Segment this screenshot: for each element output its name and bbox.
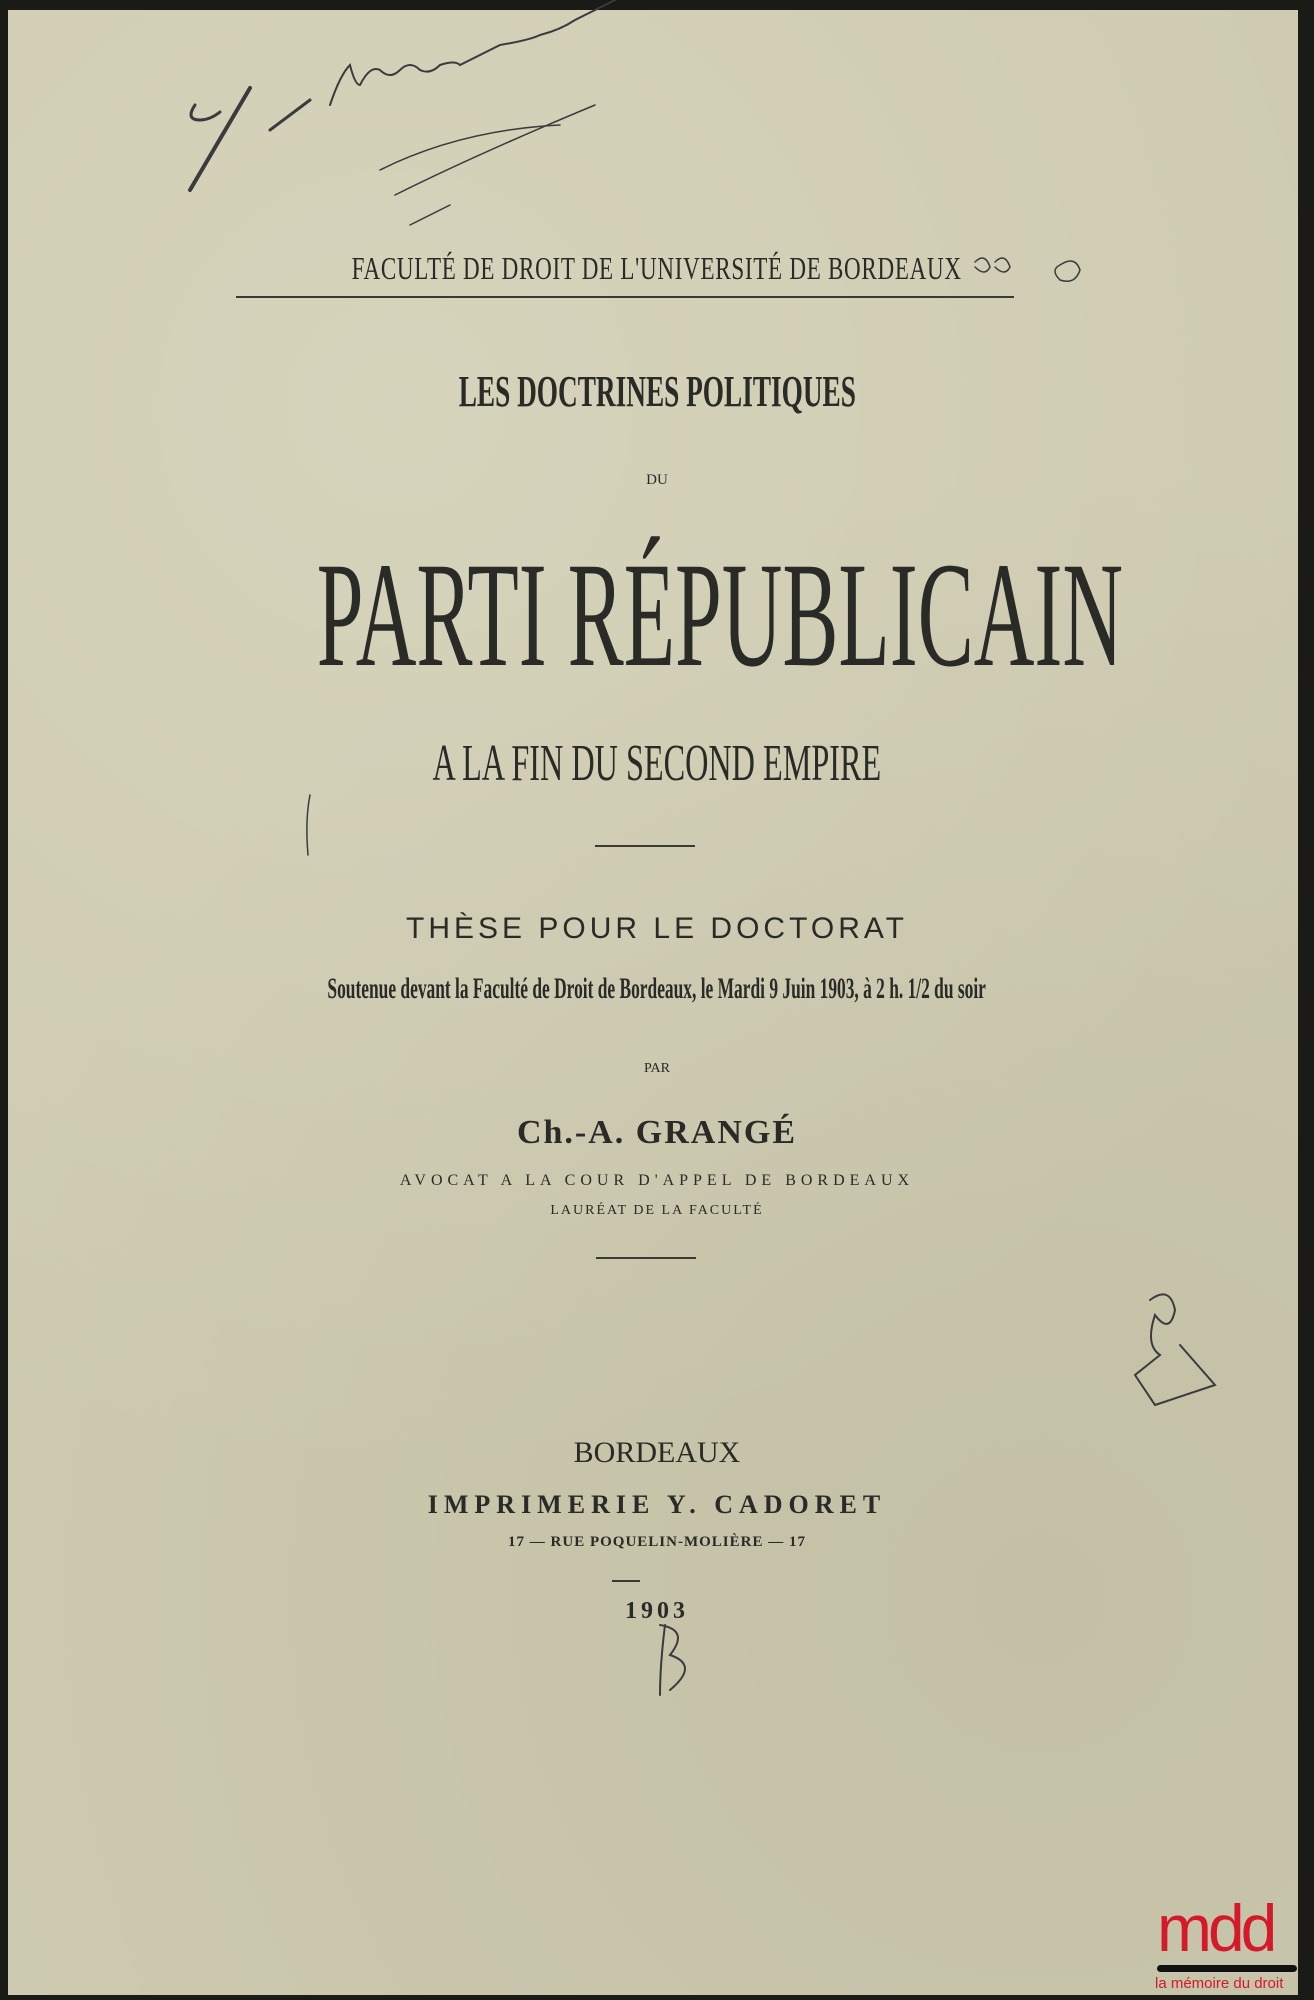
title-line1-text: LES DOCTRINES POLITIQUES [458,367,856,416]
defense-line [0,972,1314,1006]
subtitle [0,734,1314,793]
imprint-address-text: 17 — RUE POQUELIN-MOLIÈRE — 17 [508,1534,806,1550]
imprint-city-text: BORDEAUX [573,1436,741,1469]
imprint-city [0,1436,1314,1470]
thesis-heading-text: THÈSE POUR LE DOCTORAT [406,912,908,945]
imprint-rule [612,1580,640,1582]
faculty-header [0,250,1314,287]
imprint-printer-text: IMPRIMERIE Y. CADORET [427,1490,887,1519]
defense-text: Soutenue devant la Faculté de Droit de Bordeaux, le Mardi 9 Juin 1903, à 2 h. 1/2 du soir [327,972,987,1005]
logo-bar [1157,1965,1297,1972]
author-title2-text: LAURÉAT DE LA FACULTÉ [550,1203,764,1218]
faculty-text: FACULTÉ DE DROIT DE L'UNIVERSITÉ DE BORDEAUX [351,250,963,286]
main-title [0,532,1314,698]
imprint-year [0,1598,1314,1625]
author-name [0,1114,1314,1152]
imprint-year-text: 1903 [625,1598,689,1624]
title-connector [0,472,1314,489]
logo-letters: mdd [1157,1891,1274,1965]
imprint-printer [0,1490,1314,1520]
main-title-text: PARTI RÉPUBLICAIN [316,532,1124,698]
logo-tagline: la mémoire du droit [1155,1975,1284,1992]
divider-rule [595,845,695,847]
connector-text: DU [646,472,668,488]
thesis-heading [0,912,1314,946]
title-line1 [0,366,1314,417]
author-title1-text: AVOCAT A LA COUR D'APPEL DE BORDEAUX [399,1172,915,1189]
by-text: PAR [644,1061,670,1076]
author-title1 [0,1172,1314,1190]
subtitle-text: A LA FIN DU SECOND EMPIRE [432,735,882,792]
header-rule [236,296,1014,298]
author-title2 [0,1203,1314,1219]
imprint-address [0,1534,1314,1551]
by-label [0,1061,1314,1077]
author-name-text: Ch.-A. GRANGÉ [516,1114,798,1151]
mdd-logo [1155,1891,1305,1995]
divider-rule-2 [596,1257,696,1259]
